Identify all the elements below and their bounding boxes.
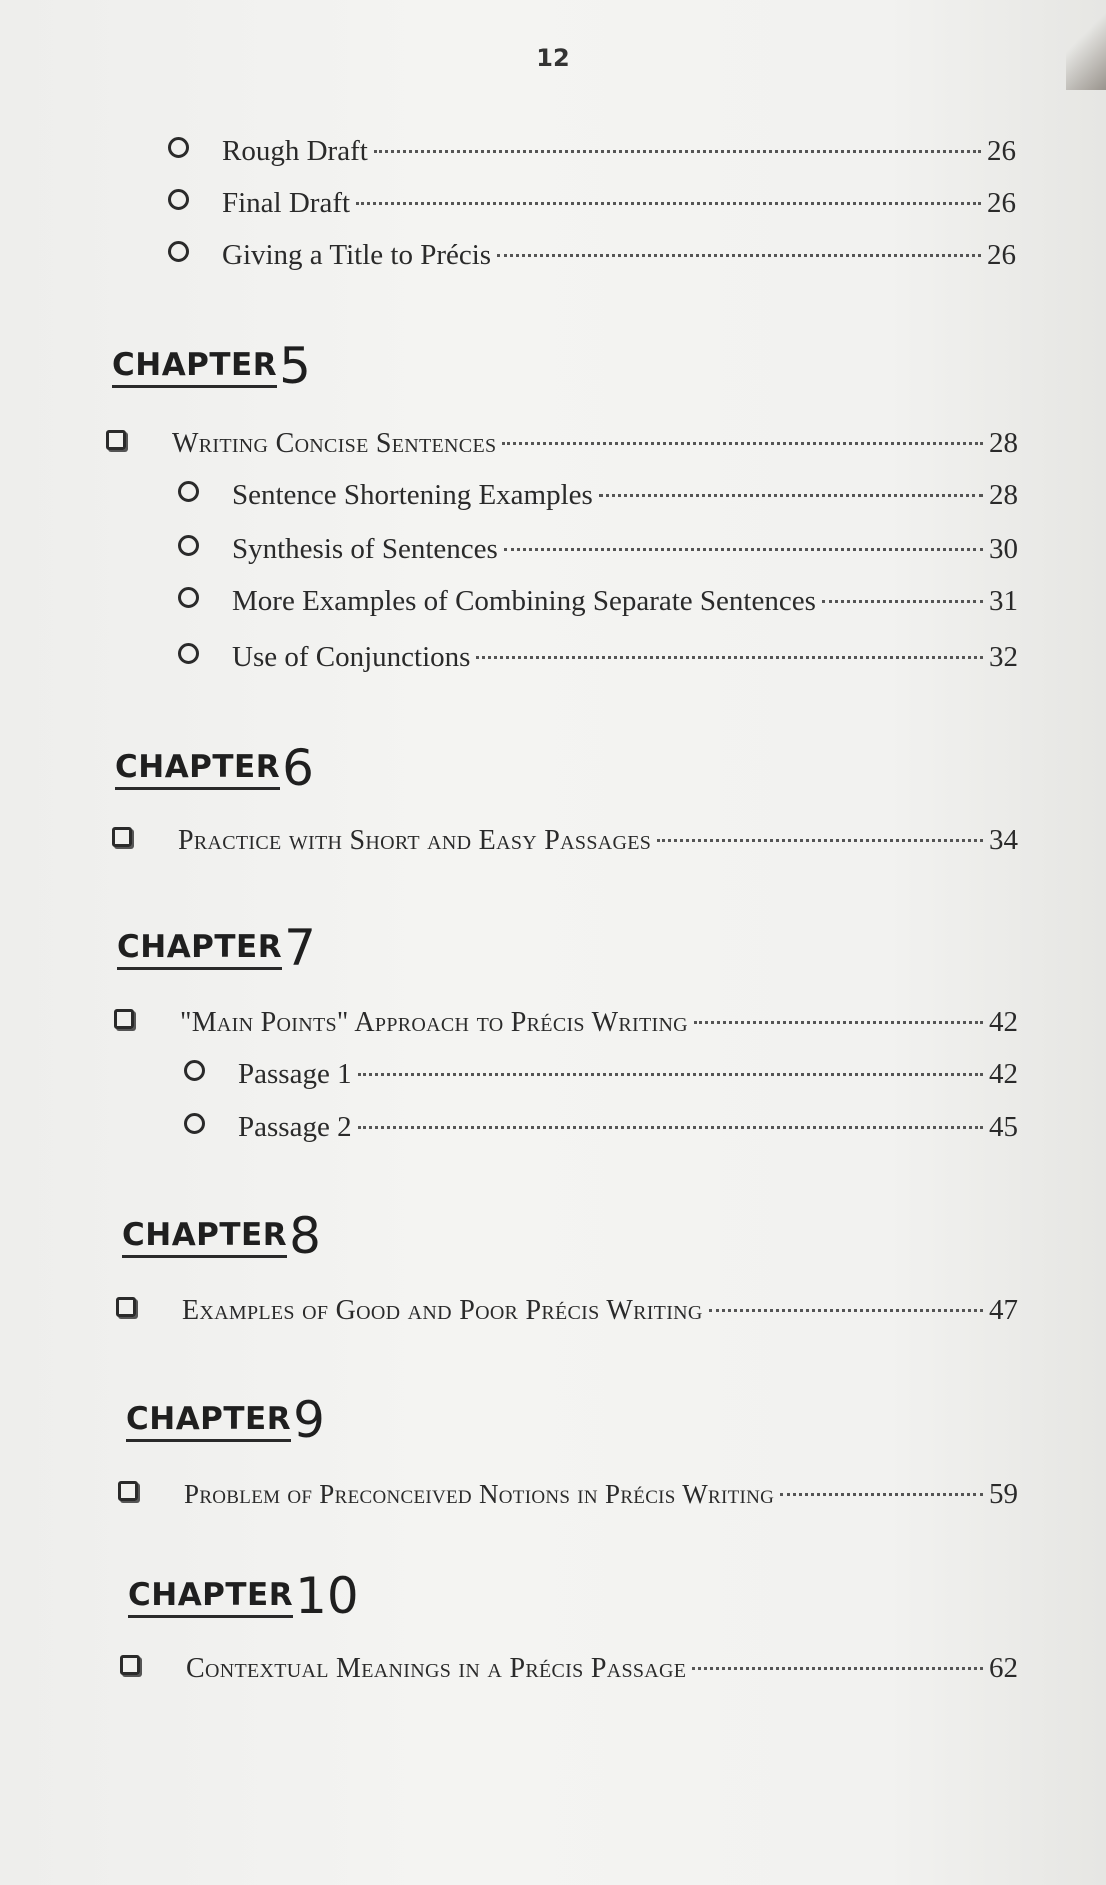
toc-entry (118, 1476, 1018, 1512)
toc-page-number: 42 (989, 1058, 1018, 1090)
dot-leader (358, 1073, 983, 1076)
circle-bullet-icon (168, 189, 189, 210)
toc-subentry-title: Passage 2 (238, 1111, 352, 1143)
checkbox-bullet-icon (112, 827, 132, 847)
toc-page-number: 32 (989, 641, 1018, 673)
circle-bullet-icon (178, 643, 199, 664)
toc-page-number: 45 (989, 1111, 1018, 1143)
chapter-number: 10 (295, 1567, 359, 1625)
page-number: 12 (536, 44, 570, 72)
toc-subentry (184, 1056, 1018, 1092)
chapter-label: CHAPTER (122, 1219, 287, 1258)
toc-subentry (178, 639, 1018, 675)
toc-page-number: 31 (989, 585, 1018, 617)
circle-bullet-icon (178, 535, 199, 556)
toc-subentry-title: Use of Conjunctions (232, 641, 471, 673)
chapter-number: 8 (289, 1207, 321, 1265)
checkbox-bullet-icon (106, 430, 126, 450)
dot-leader (356, 202, 981, 205)
chapter-number: 9 (293, 1391, 325, 1449)
toc-subentry (178, 531, 1018, 567)
chapter-heading (115, 739, 314, 797)
toc-subentry-title: Final Draft (222, 187, 351, 219)
circle-bullet-icon (184, 1113, 205, 1134)
toc-entry-title: Problem of Preconceived Notions in Précis Writing (184, 1479, 775, 1509)
dot-leader (502, 442, 983, 445)
toc-subentry (168, 237, 1016, 273)
dot-leader (780, 1493, 983, 1496)
chapter-heading (126, 1391, 325, 1449)
toc-subentry (168, 133, 1016, 169)
chapter-label: CHAPTER (112, 349, 277, 388)
toc-subentry-title: Synthesis of Sentences (232, 533, 498, 565)
dot-leader (504, 548, 983, 551)
dot-leader (374, 150, 981, 153)
checkbox-bullet-icon (118, 1481, 138, 1501)
toc-page-number: 28 (989, 427, 1018, 459)
dot-leader (476, 656, 983, 659)
toc-entry-title: Contextual Meanings in a Précis Passage (186, 1653, 687, 1684)
dot-leader (709, 1309, 983, 1312)
circle-bullet-icon (184, 1060, 205, 1081)
dot-leader (497, 254, 981, 257)
toc-entry-title: Writing Concise Sentences (172, 428, 497, 459)
toc-subentry (178, 583, 1018, 619)
toc-entry (106, 425, 1018, 462)
circle-bullet-icon (168, 137, 189, 158)
toc-subentry-title: Giving a Title to Précis (222, 239, 492, 271)
checkbox-bullet-icon (114, 1009, 134, 1029)
toc-entry-title: Practice with Short and Easy Passages (178, 825, 652, 856)
toc-entry (114, 1004, 1018, 1041)
toc-entry-title: "Main Points" Approach to Précis Writing (180, 1007, 688, 1038)
toc-entry (116, 1292, 1018, 1329)
toc-subentry-title: Rough Draft (222, 135, 368, 167)
chapter-label: CHAPTER (126, 1403, 291, 1442)
toc-page-number: 42 (989, 1006, 1018, 1038)
circle-bullet-icon (178, 481, 199, 502)
chapter-label: CHAPTER (128, 1579, 293, 1618)
toc-subentry (168, 185, 1016, 221)
toc-subentry-title: Sentence Shortening Examples (232, 479, 593, 511)
toc-page-number: 34 (989, 824, 1018, 856)
toc-subentry-title: Passage 1 (238, 1058, 352, 1090)
dot-leader (694, 1021, 983, 1024)
toc-entry (112, 822, 1018, 859)
chapter-number: 6 (282, 739, 314, 797)
toc-page-number: 26 (987, 135, 1016, 167)
dot-leader (822, 600, 983, 603)
toc-page-number: 47 (989, 1294, 1018, 1326)
toc-page-number: 28 (989, 479, 1018, 511)
chapter-label: CHAPTER (115, 751, 280, 790)
chapter-heading (112, 337, 311, 395)
toc-subentry-title: More Examples of Combining Separate Sentences (232, 585, 816, 617)
dot-leader (657, 839, 983, 842)
chapter-heading (128, 1567, 359, 1625)
circle-bullet-icon (178, 587, 199, 608)
toc-page-number: 26 (987, 239, 1016, 271)
chapter-number: 7 (284, 919, 316, 977)
dot-leader (692, 1667, 983, 1670)
chapter-heading (117, 919, 316, 977)
toc-page-number: 62 (989, 1652, 1018, 1684)
chapter-number: 5 (279, 337, 311, 395)
toc-page-number: 30 (989, 533, 1018, 565)
toc-page-number: 59 (989, 1478, 1018, 1510)
chapter-heading (122, 1207, 321, 1265)
toc-subentry (178, 477, 1018, 513)
dot-leader (599, 494, 983, 497)
toc-subentry (184, 1109, 1018, 1145)
toc-entry-title: Examples of Good and Poor Précis Writing (182, 1295, 703, 1326)
toc-entry (120, 1650, 1018, 1687)
checkbox-bullet-icon (120, 1655, 140, 1675)
dot-leader (358, 1126, 983, 1129)
circle-bullet-icon (168, 241, 189, 262)
chapter-label: CHAPTER (117, 931, 282, 970)
toc-page-number: 26 (987, 187, 1016, 219)
checkbox-bullet-icon (116, 1297, 136, 1317)
